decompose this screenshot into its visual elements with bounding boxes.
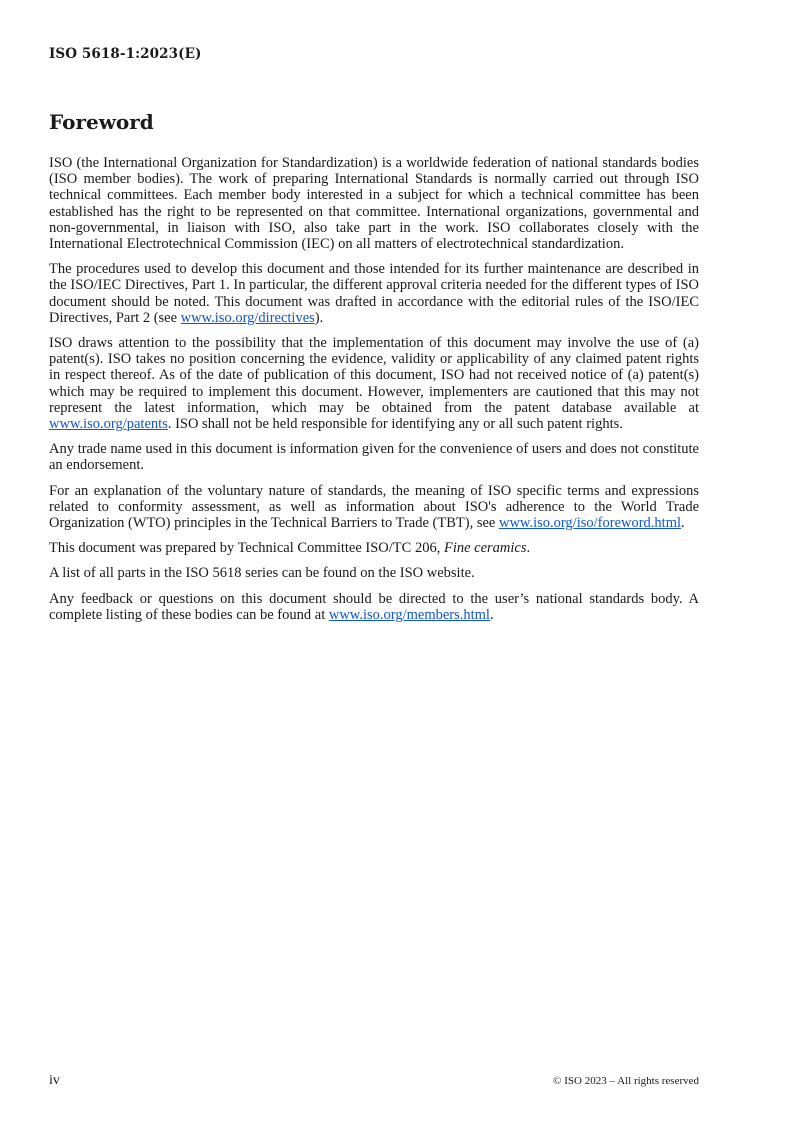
paragraph-trade-name: Any trade name used in this document is information given for the convenience of users and does not constitute an endorsement. [49, 441, 699, 474]
page-number: iv [49, 1073, 60, 1088]
paragraph-iso-intro: ISO (the International Organization for Standardization) is a worldwide federation of national standards bodies (ISO member bodies). The work of preparing International Standards is normally carried out through ISO technical committees. Each member body interested in a subject for which a technical committee has been established has the right to be represented on that committee. International organizations, governmental and non-governmental, in liaison with ISO, also take part in the work. ISO collaborates closely with the International Electrotechnical Commission (IEC) on all matters of electrotechnical standardization. [49, 155, 699, 253]
paragraph-procedures [49, 261, 699, 326]
members-link[interactable]: www.iso.org/members.html [328, 606, 490, 623]
document-id: ISO 5618-1:2023(E) [49, 46, 202, 62]
paragraph-committee-end: . [526, 540, 531, 557]
paragraph-series: A list of all parts in the ISO 5618 series can be found on the ISO website. [49, 565, 475, 582]
paragraph-procedures-end: ). [314, 309, 324, 326]
paragraph-procedures-text: The procedures used to develop this document and those intended for its further maintenance are described in the ISO/IEC Directives, Part 1. In particular, the different approval criteria needed for the different types of ISO document should be noted. This document was drafted in accordance with the editorial rules of the ISO/IEC Directives, Part 2 (see [49, 261, 699, 326]
directives-link[interactable]: www.iso.org/directives [180, 309, 315, 326]
foreword-link[interactable]: www.iso.org/iso/foreword.html [498, 515, 682, 532]
foreword-body [49, 155, 699, 632]
paragraph-patents [49, 335, 699, 432]
paragraph-feedback-end: . [489, 606, 494, 623]
paragraph-feedback-text: Any feedback or questions on this document should be directed to the user’s national standards body. A complete listing of these bodies can be found at [49, 590, 699, 623]
patents-link[interactable]: www.iso.org/patents [49, 416, 168, 433]
paragraph-feedback [49, 591, 699, 623]
paragraph-voluntary [49, 483, 699, 532]
paragraph-voluntary-end: . [681, 515, 685, 532]
paragraph-committee [49, 540, 699, 556]
paragraph-patents-text: ISO draws attention to the possibility that the implementation of this document may involve the use of (a) patent(s). ISO takes no position concerning the evidence, validity or applicability of any claimed patent rights in respect thereof. As of the date of publication of this document, ISO had not received notice of (a) patent(s) which may be required to implement this document. However, implementers are cautioned that this may not represent the latest information, which may be obtained from the patent database available at [49, 335, 699, 416]
copyright-notice: © ISO 2023 – All rights reserved [553, 1075, 699, 1087]
paragraph-patents-end: . ISO shall not be held responsible for identifying any or all such patent rights. [167, 416, 623, 433]
section-title: Foreword [49, 110, 154, 134]
paragraph-voluntary-text: For an explanation of the voluntary nature of standards, the meaning of ISO specific terms and expressions related to conformity assessment, as well as information about ISO's adherence to the World Trade Organization (WTO) principles in the Technical Barriers to Trade (TBT), see [49, 482, 699, 532]
committee-name: Fine ceramics [443, 540, 527, 557]
paragraph-committee-text: This document was prepared by Technical Committee ISO/TC 206, [49, 540, 444, 557]
